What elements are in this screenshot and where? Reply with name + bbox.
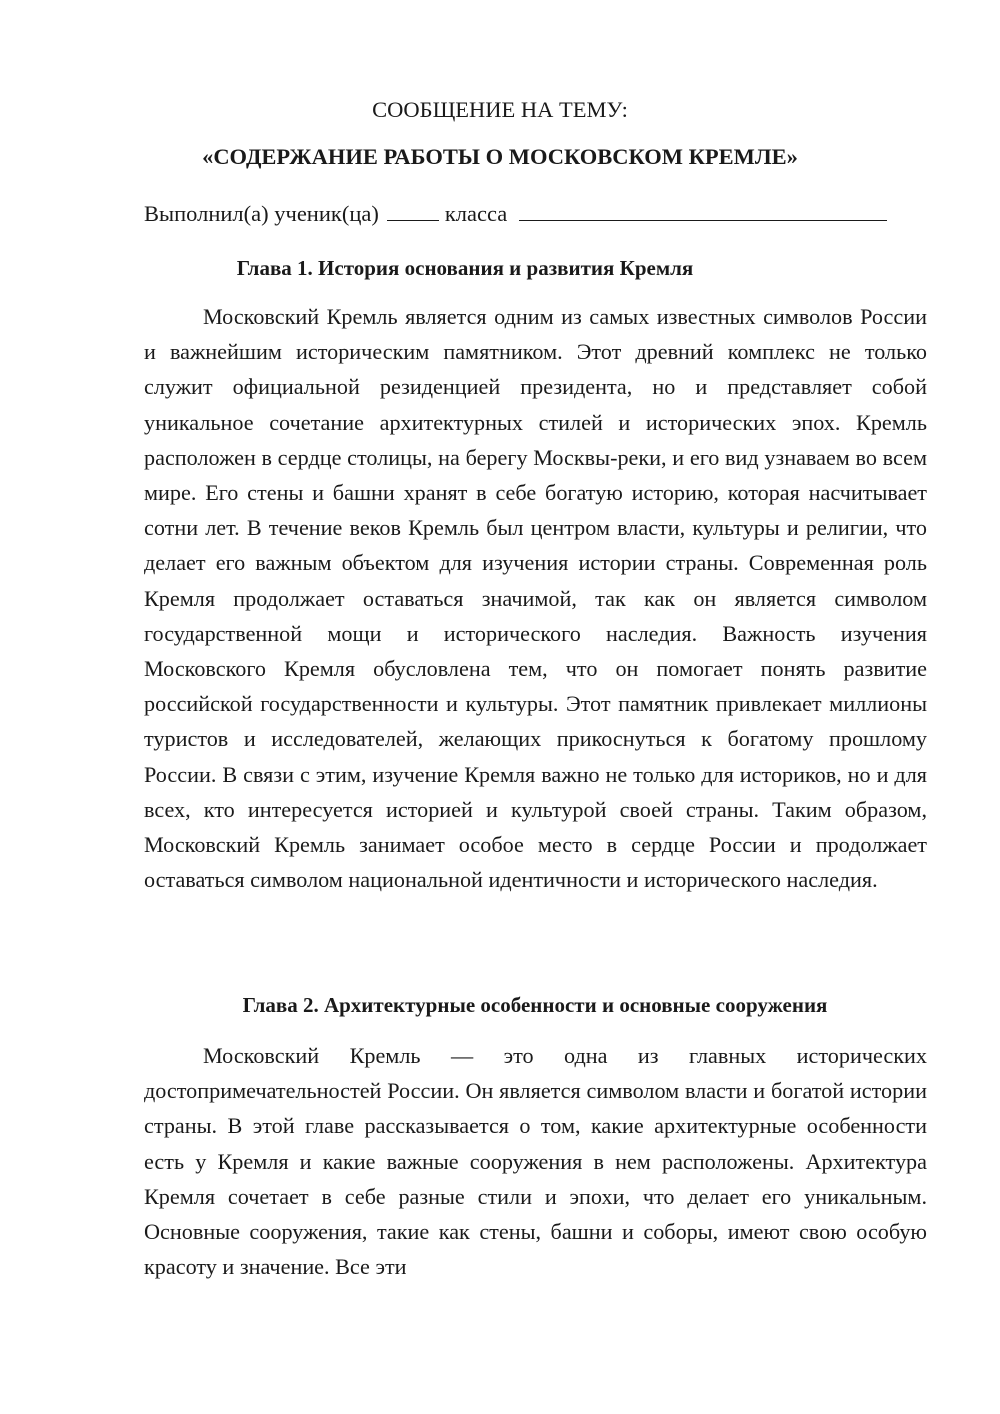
grade-blank <box>387 196 439 221</box>
chapter-1-heading: Глава 1. История основания и развития Кремля <box>236 256 694 280</box>
chapter-2-heading: Глава 2. Архитектурные особенности и основные сооружения <box>242 993 828 1017</box>
author-line <box>144 196 934 231</box>
author-class-label: класса <box>444 201 508 226</box>
document-title-topic: СООБЩЕНИЕ НА ТЕМУ: <box>372 97 628 122</box>
name-blank <box>519 196 887 221</box>
document-title-main: «СОДЕРЖАНИЕ РАБОТЫ О МОСКОВСКОМ КРЕМЛЕ» <box>202 144 798 169</box>
author-prefix: Выполнил(а) ученик(ца) <box>144 201 379 226</box>
chapter-1-paragraph: Московский Кремль является одним из самых известных символов России и важнейшим историческим памятником. Этот древний комплекс не только служит официальной резиденцией президента, но и представляет собой уникальное сочетание архитектурных стилей и исторических эпох. Кремль расположен в сердце столицы, на берегу Москвы-реки, и его вид узнаваем во всем мире. Его стены и башни хранят в себе богатую историю, которая насчитывает сотни лет. В течение веков Кремль был центром власти, культуры и религии, что делает его важным объектом для изучения истории страны. Современная роль Кремля продолжает оставаться значимой, так как он является символом государственной мощи и исторического наследия. Важность изучения Московского Кремля обусловлена тем, что он помогает понять развитие российской государственности и культуры. Этот памятник привлекает миллионы туристов и исследователей, желающих прикоснуться к богатому прошлому России. В связи с этим, изучение Кремля важно не только для историков, но и для всех, кто интересуется историей и культурой своей страны. Таким образом, Московский Кремль занимает особое место в сердце России и продолжает оставаться символом национальной идентичности и исторического наследия. <box>144 304 927 893</box>
chapter-2-paragraph: Московский Кремль — это одна из главных исторических достопримечательностей России. Он является символом власти и богатой истории страны. В этой главе рассказывается о том, какие архитектурные особенности есть у Кремля и какие важные сооружения в нем расположены. Архитектура Кремля сочетает в себе разные стили и эпохи, что делает его уникальным. Основные сооружения, такие как стены, башни и соборы, имеют свою особую красоту и значение. Все эти <box>144 1043 927 1280</box>
